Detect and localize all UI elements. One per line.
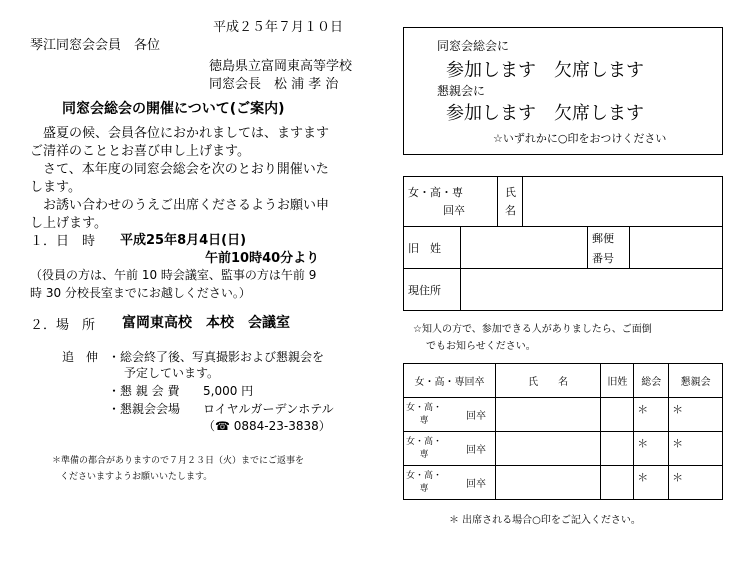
officer-note-line: （役員の方は、午前 10 時会議室、監事の方は午前 9 [30, 268, 317, 282]
letter-body-line: ご清祥のこととお喜び申し上げます。 [30, 144, 250, 159]
old-name-cell[interactable] [601, 432, 634, 466]
form-col-divider [460, 226, 461, 311]
row-school-label: 女・高・ [405, 436, 442, 447]
form-col-divider [629, 226, 630, 268]
row-grad-label: 回卒 [466, 479, 486, 490]
datetime-value: 平成25年8月4日(日) [120, 233, 247, 248]
reply-deadline-note: くださいますようお願いいたします。 [60, 472, 213, 482]
venue-value: ロイヤルガーデンホテル [203, 402, 334, 416]
assembly-cell[interactable] [634, 398, 669, 432]
row-grad-label: 回卒 [466, 445, 486, 456]
assembly-cell[interactable] [634, 466, 669, 500]
header-party: 懇親会 [669, 364, 723, 398]
postscript-line: 予定しています。 [124, 366, 220, 380]
name-cell[interactable] [495, 466, 600, 500]
graduation-label: 回卒 [443, 204, 465, 217]
school-grad-cell[interactable] [404, 398, 496, 432]
friends-table [403, 363, 723, 500]
header-old-name: 旧姓 [601, 364, 634, 398]
attendance-instruction: ☆いずれかに○印をおつけください [493, 132, 667, 145]
time-value: 午前10時40分より [205, 251, 320, 266]
postscript-line: ・総会終了後、写真撮影および懇親会を [108, 350, 325, 364]
row-school-label: 専 [419, 415, 429, 426]
venue-phone: （☎ 0884-23-3838） [203, 419, 331, 433]
star-mark: ＊ [672, 470, 684, 484]
letter-title: 同窓会総会の開催について(ご案内) [62, 101, 285, 117]
table-header-row [404, 364, 723, 398]
postal-code-input[interactable] [631, 228, 721, 266]
party-cell[interactable] [669, 398, 723, 432]
address-label: 現住所 [408, 284, 441, 297]
letter-body-line: 盛夏の候、会員各位におかれましては、ますます [30, 126, 330, 141]
letter-body-line: お誘い合わせのうえご出席くださるようお願い申 [30, 198, 330, 213]
row-school-label: 女・高・ [405, 470, 442, 481]
name-label: 氏 [505, 186, 516, 199]
name-input[interactable] [524, 178, 721, 224]
star-mark: ＊ [672, 436, 684, 450]
header-name: 氏 名 [495, 364, 600, 398]
venue-label: ・懇親会会場 [108, 402, 181, 416]
reply-deadline-note: ＊準備の都合がありますので７月２３日（火）までにご返事を [52, 456, 305, 466]
old-name-input[interactable] [462, 228, 585, 266]
fee-label: ・懇 親 会 費 [108, 384, 180, 398]
name-cell[interactable] [495, 432, 600, 466]
assembly-cell[interactable] [634, 432, 669, 466]
row-school-label: 専 [419, 449, 429, 460]
table-row [404, 432, 723, 466]
fee-value: 5,000 円 [203, 384, 254, 398]
old-name-label: 旧 姓 [408, 242, 441, 255]
school-type-label: 女・高・専 [408, 186, 463, 199]
friends-note-line: ☆知人の方で、参加できる人がありましたら、ご面倒 [413, 324, 652, 335]
name-label: 名 [505, 204, 516, 217]
postal-code-label: 郵便 [592, 232, 614, 245]
header-assembly: 総会 [634, 364, 669, 398]
letter-recipient: 琴江同窓会会員 各位 [30, 38, 161, 53]
letter-sender-school: 徳島県立富岡東高等学校 [209, 59, 353, 74]
row-grad-label: 回卒 [466, 411, 486, 422]
place-value: 富岡東高校 本校 会議室 [122, 315, 290, 331]
friends-note-line: でもお知らせください。 [426, 341, 536, 352]
assembly-options[interactable]: 参加します 欠席します [446, 60, 644, 81]
form-row-divider [403, 268, 723, 269]
school-grad-cell[interactable] [404, 432, 496, 466]
old-name-cell[interactable] [601, 466, 634, 500]
party-label: 懇親会に [437, 84, 486, 98]
place-label: ２．場 所 [30, 318, 96, 333]
school-grad-cell[interactable] [404, 466, 496, 500]
letter-body-line: します。 [30, 180, 81, 195]
form-col-divider [522, 176, 523, 226]
letter-date: 平成２５年７月１０日 [213, 20, 344, 35]
postal-code-label: 番号 [592, 252, 614, 265]
row-school-label: 専 [419, 483, 429, 494]
datetime-label: １．日 時 [30, 234, 96, 249]
postscript-label: 追 伸 [62, 350, 99, 364]
attendance-mark-note: ＊ 出席される場合○印をご記入ください。 [449, 515, 641, 526]
name-cell[interactable] [495, 398, 600, 432]
star-mark: ＊ [637, 470, 649, 484]
form-col-divider [497, 176, 498, 226]
letter-body-line: し上げます。 [30, 216, 107, 231]
letter-sender-name: 同窓会長 松 浦 孝 治 [209, 77, 339, 92]
form-row-divider [403, 226, 723, 227]
table-row [404, 398, 723, 432]
star-mark: ＊ [637, 402, 649, 416]
letter-body-line: さて、本年度の同窓会総会を次のとおり開催いた [30, 162, 329, 177]
party-options[interactable]: 参加します 欠席します [446, 103, 644, 124]
form-col-divider [587, 226, 588, 268]
table-row [404, 466, 723, 500]
party-cell[interactable] [669, 466, 723, 500]
star-mark: ＊ [637, 436, 649, 450]
row-school-label: 女・高・ [405, 402, 442, 413]
header-school-grad: 女・高・専回卒 [404, 364, 496, 398]
address-input[interactable] [462, 270, 721, 309]
officer-note-line: 時 30 分校長室までにお越しください。） [30, 286, 251, 300]
party-cell[interactable] [669, 432, 723, 466]
old-name-cell[interactable] [601, 398, 634, 432]
assembly-label: 同窓会総会に [437, 39, 510, 53]
star-mark: ＊ [672, 402, 684, 416]
